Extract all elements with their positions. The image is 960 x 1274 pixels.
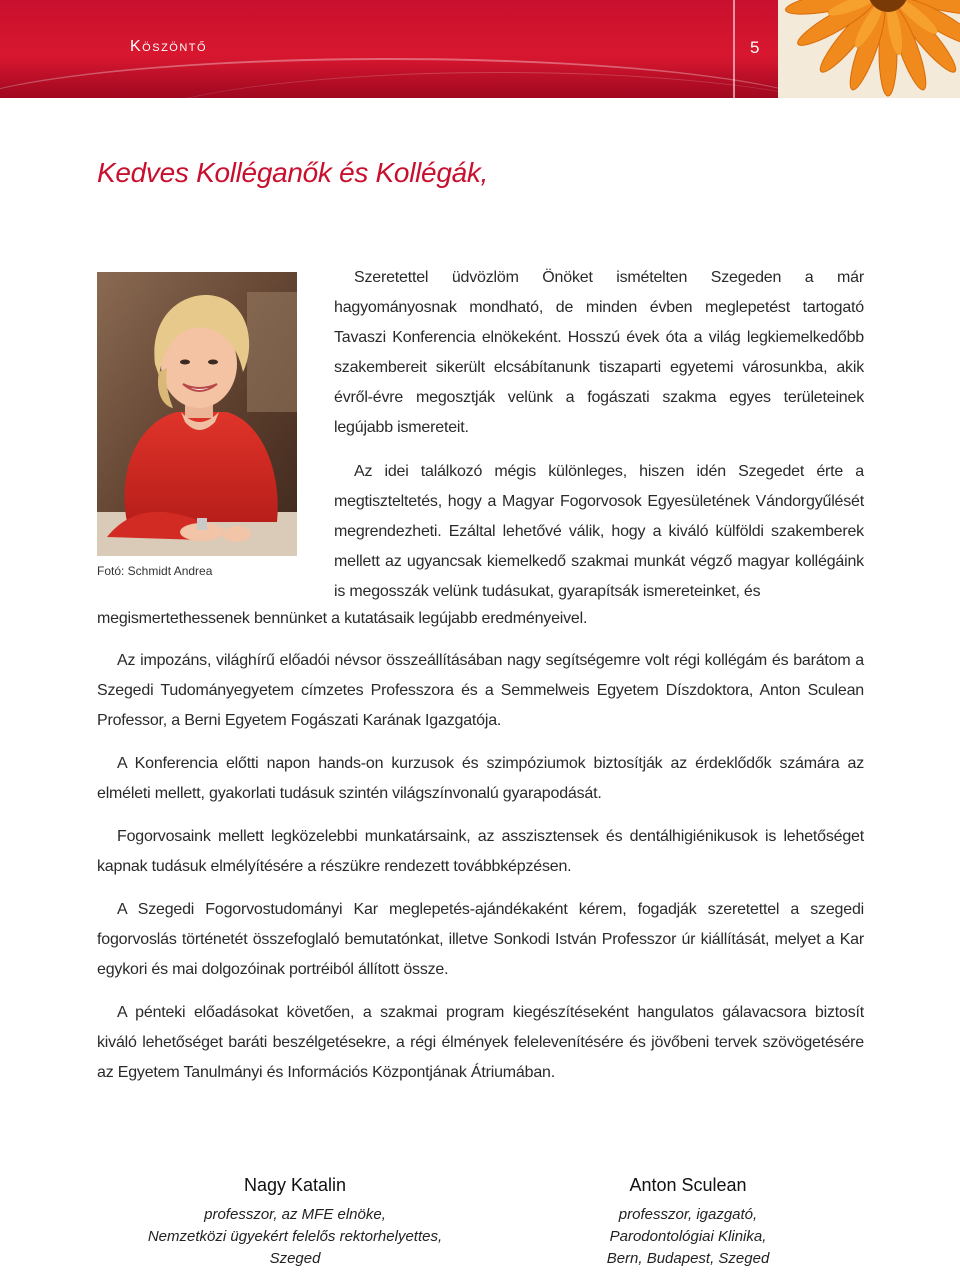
portrait-photo: [97, 272, 297, 556]
signatory-role: Parodontológiai Klinika,: [609, 1228, 767, 1245]
signature-block-right: [528, 1175, 848, 1270]
body-text: [97, 646, 864, 1101]
section-title: Köszöntő: [130, 38, 208, 55]
signatory-role: professzor, igazgató,: [618, 1206, 758, 1223]
flower-illustration: [778, 0, 960, 98]
page-number: 5: [750, 38, 760, 57]
header-divider: [733, 0, 735, 98]
signatory-name: Anton Sculean: [629, 1175, 747, 1195]
intro-paragraph: Az idei találkozó mégis különleges, hiszen idén Szegedet érte a megtiszteltetés, hogy a Magyar Fogorvosok Egyesületének Vándorgyűlését megrendezheti. Ezáltal lehetővé válik, hogy a kiváló külföldi szakemberek mellett az ugyancsak kiemelkedő szakmai munkát végző magyar kollégáink is megosszák velünk tudásukat, gyarapítsák ismereteinket, és: [334, 463, 864, 600]
body-paragraph: A Szegedi Fogorvostudományi Kar meglepetés-ajándékaként kérem, fogadják szeretettel a szegedi fogorvoslás történetét összefoglaló bemutatónkat, illetve Sonkodi István Professzor úr kiállítását, melyet a Kar egykori és mai dolgozóinak portréiból állított össze.: [97, 901, 864, 978]
body-paragraph: A pénteki előadásokat követően, a szakmai program kiegészítéseként hangulatos gálavacsora biztosít kiváló lehetőséget baráti beszélgetésekre, a régi élmények felelevenítésére és jövőbeni tervek szövögetésére az Egyetem Tanulmányi és Információs Központjának Átriumában.: [97, 1004, 864, 1081]
body-paragraph: Az impozáns, világhírű előadói névsor összeállításában nagy segítségemre volt régi kollégám és barátom a Szegedi Tudományegyetem címzetes Professzora és a Semmelweis Egyetem Díszdoktora, Anton Sculean Professor, a Berni Egyetem Fogászati Karának Igazgatója.: [97, 652, 864, 729]
signatory-role: Nemzetközi ügyekért felelős rektorhelyettes,: [147, 1228, 443, 1245]
signatory-role: professzor, az MFE elnöke,: [204, 1206, 386, 1223]
greeting-heading: Kedves Kolléganők és Kollégák,: [97, 157, 489, 188]
page-header: [0, 0, 960, 98]
gerbera-flower-image: [778, 0, 960, 98]
body-paragraph: A Konferencia előtti napon hands-on kurzusok és szimpóziumok biztosítják az érdeklődők számára az elméleti mellett, gyakorlati tudásuk szintén világszínvonalú gyarapodását.: [97, 755, 864, 802]
signatory-name: Nagy Katalin: [243, 1175, 347, 1195]
signatory-role: Bern, Budapest, Szeged: [606, 1250, 770, 1267]
photo-credit: Fotó: Schmidt Andrea: [97, 564, 213, 578]
signature-block-left: [135, 1175, 455, 1270]
signatory-role: Szeged: [269, 1250, 321, 1267]
intro-paragraph: Szeretettel üdvözlöm Önöket ismételten Szegeden a már hagyományosnak mondható, de minden évben meglepetést tartogató Tavaszi Konferencia elnökeként. Hosszú évek óta a világ legkiemelkedőbb szakembereit sikerült elcsábítanunk tiszaparti egyetemi városunkba, akik évről-évre megosztják velünk a fogászati szakma egyes területeinek legújabb ismereteit.: [334, 269, 864, 436]
intro-text-column: [334, 263, 864, 621]
intro-wrap-line: megismertethessenek bennünket a kutatásaik legújabb eredményeivel.: [97, 610, 588, 627]
portrait-illustration: [97, 272, 297, 556]
body-paragraph: Fogorvosaink mellett legközelebbi munkatársaink, az asszisztensek és dentálhigiénikusok is lehetőséget kapnak tudásuk elmélyítésére a részükre rendezett továbbképzésen.: [97, 828, 864, 875]
